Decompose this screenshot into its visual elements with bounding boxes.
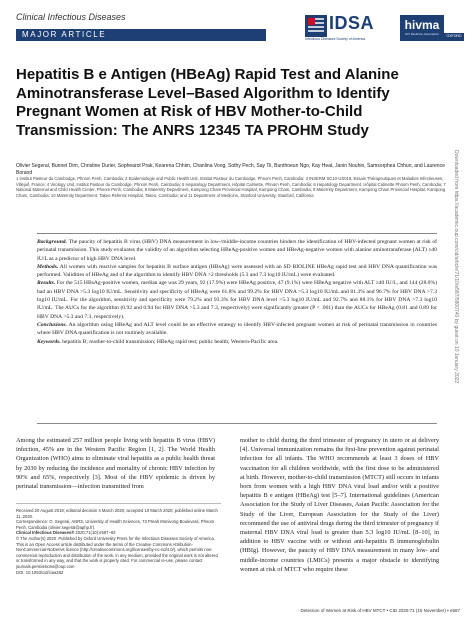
hivma-logo [400,15,444,41]
download-watermark-text: Downloaded from https://academic.oup.com/cid/article/71/10/e587/5800740 by guest on 10 January 2022 [453,150,459,384]
fineprint-rule [16,503,221,504]
abstract-keywords [37,338,437,346]
abstract [37,238,437,346]
correspondence: Correspondence: O. Segeral, ANRS, University of Health Sciences, 73 Preah Monivong Boulevard, Phnom Penh, Cambodia (olivier.segeral@aphp.fr). [16,519,215,530]
section-label: MAJOR ARTICLE [22,30,107,39]
affiliation-list: 1 Institut Pasteur du Cambodge, Phnom Penh, Cambodia; 2 Epidemiologie and Public Health Unit, Institut Pasteur du Cambodge, Phnom Penh, Cambodia; 3 INSERM SC10-US019, Essais Thérapeutiques et Maladies Infectieuses, Villejuif, France; 4 Virology Unit, Institut Pasteur du Cambodge, Phnom Penh, Cambodia; 5 Hepatology Department, Hôpital Calmette, Phnom Penh, Cambodia; 6 Hepatology Department, Hôpital Calmette Phnom Penh, Cambodia; 7 National Maternal and Child Health Center, Phnom Penh, Cambodia; 8 Maternity Department, Kampong Cham Provincial Hospital, Kampong Cham, Cambodia; 9 Maternity Department, Kampong Cham Provincial Hospital, Kampong Cham, Cambodia; 10 Maternity Department, Takeo Referral Hospital, Takeo, Cambodia; and 11 Department of Medicine, Stanford University, Stanford, California [16,176,446,198]
keywords-label: Keywords. [37,338,61,345]
citation-journal: Clinical Infectious Diseases® [16,530,75,536]
idsa-logo [305,15,397,47]
idsa-logo-text: IDSA [329,13,375,33]
keywords-text: hepatitis B; mother-to-child transmission; HBeAg rapid test; public health; Western-Pacific area. [62,338,279,345]
author-list: Olivier Segeral, Bunnet Dim, Christine Durier, Sophearot Prak, Kearena Chhim, Chanlina Vong, Sothy Pech, Say Tii, Bunthoeun Ngo, Kay Heat, Janin Nouhin, Samsorphea Chhun, and Laurence Borand [16,163,445,176]
abstract-background [37,238,437,263]
background-text: The paucity of hepatitis B virus (HBV) DNA measurement in low-/middle-income countries hinders the identification of HBV-infected pregnant women at risk of perinatal transmission. This study evaluates the validity of an algorithm selecting HBeAg-positive women and HBeAg-negative women with alanine aminotransferase (ALT) ≥40 IU/L as a predictor of high HBV DNA level. [37,239,437,262]
abstract-top-rule [37,233,437,234]
methods-text: All women with reactive samples for hepatitis B surface antigen (HBsAg) were assessed with an SD BIOLINE HBeAg rapid test and HBV DNA quantification was performed. Validities of HBeAg and of the algorithm to identify HBV DNA >2 thresholds (5.3 and 7.3 log10 IU/mL) were evaluated. [37,263,437,279]
methods-label: Methods. [37,263,59,270]
idsa-emblem-icon [305,15,327,37]
article-fineprint [16,508,221,575]
hivma-logo-text: hivma [404,18,440,32]
abstract-results [37,279,437,320]
citation-volume: 2020;71(10):e587–93 [75,530,116,536]
idsa-logo-subtitle: Infectious Diseases Society of America [305,37,366,41]
body-column-left: Among the estimated 257 million people living with hepatitis B virus (HBV) infection, 45% are in the Western Pacific Region [1, 2]. The World Health Organization (WHO) aims to eliminate viral hepatitis as a public health threat by 2030 by reducing the incidence and mortality of chronic HBV infection by 90% and 65%, respectively [3]. Most of the HBV epidemic is driven by perinatal transmission—infection transmitted from [16,437,215,491]
results-text: For the 515 HBsAg-positive women, median age was 29 years, 92 (17.9%) were HBeAg positive, 47 (9.1%) were HBeAg negative with ALT ≥40 IU/L, and 144 (28.0%) had an HBV DNA >5.3 log10 IU/mL. Sensitivity and specificity of HBeAg were 61.8% and 99.2% for HBV DNA >5.3 log10 IU/mL and 81.3% and 96.7% for HBV DNA >7.3 log10 IU/mL. For the algorithm, sensitivity and specificity were 79.2% and 93.3% for HBV DNA level >5.3 log10 IU/mL and 92.7% and 88.1% for HBV DNA >7.3 log10 IU/mL. The AUCs for the algorithm (0.92 and 0.94 for HBV DNA >5.3 and 7.3, respectively) were significantly greater (P < .001) than the AUCs for HBeAg (0.81 and 0.89 for HBV DNA >5.3 and 7.3, respectively). [37,280,437,320]
abstract-methods [37,263,437,280]
download-watermark [451,150,461,610]
running-footer: Detection of Women at Risk of HBV MTCT • CID 2020:71 (15 November) • e587 [300,608,460,613]
abstract-conclusions [37,321,437,338]
background-label: Background. [37,239,67,245]
abstract-bottom-rule [37,423,437,424]
conclusions-label: Conclusions. [37,321,68,328]
body-column-right: mother to child during the third trimester of pregnancy in utero or at delivery [4]. Universal immunization remains the first-line prevention against perinatal infection for all infants. The WHO recommends at least 3 doses of HBV vaccination for all children worldwide, with the first dose to be administered at birth. However, mother-to-child transmission (MTCT) still occurs in infants born from women with a high HBV DNA viral load and/or with a positive hepatitis B e antigen (HBeAg) test [5–7]. International guidelines (American Association for the Study of Liver Diseases, Asian Pacific Association for the Study of the Liver, European Association for the Study of the Liver) recommend the use of antiviral drugs during the third trimester of pregnancy if maternal HBV DNA viral load is greater than 5.3 log10 IU/mL [8–10], in addition to HBV vaccine with or without anti-hepatitis B immunoglobulin (HBIg). However, the paucity of HBV DNA measurement in many low- and middle-income countries (LMICs) presents a major obstacle to identifying women at risk of MTCT who require these [240,437,439,573]
oup-logo-text: OXFORD [446,34,462,38]
results-label: Results. [37,280,56,287]
license-text: © The Author(s) 2020. Published by Oxford University Press for the Infectious Diseases Society of America. This is an Open Access article distributed under the terms of the Creative Commons Attribution-NonCommercial-NoDerivs licence (http://creativecommons.org/licenses/by-nc-nd/4.0/), which permits non-commercial reproduction and distribution of the work, in any medium, provided the original work is not altered or transformed in any way, and that the work is properly cited. For commercial re-use, please contact journals.permissions@oup.com [16,535,218,569]
journal-name: Clinical Infectious Diseases [16,12,126,22]
received-dates: Received 20 August 2019; editorial decision 4 March 2020; accepted 10 March 2020; published online March 11, 2020. [16,508,218,519]
doi-link[interactable]: DOI: 10.1093/cid/ciaa282 [16,569,64,575]
conclusions-text: An algorithm using HBeAg and ALT level could be an effective strategy to identify HBV-infected pregnant women at risk of perinatal transmission in countries where HBV DNA quantification is not routinely available. [37,321,438,337]
hivma-logo-subtitle: HIV Medicine Association [405,32,439,36]
article-title: Hepatitis B e Antigen (HBeAg) Rapid Test and Alanine Aminotransferase Level–Based Algorithm to Identify Pregnant Women at Risk of HBV Mother-to-Child Transmission: The ANRS 12345 TA PROHM Study [16,66,399,140]
